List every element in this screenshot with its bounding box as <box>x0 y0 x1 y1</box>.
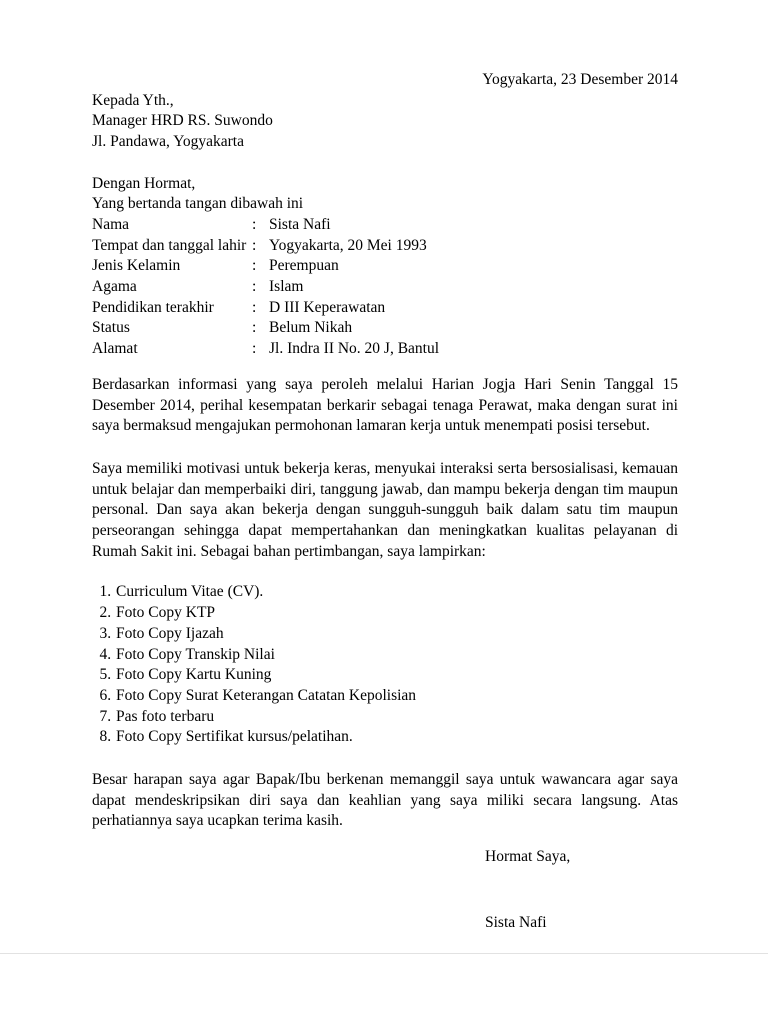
detail-colon: : <box>252 319 257 337</box>
detail-value: Perempuan <box>269 257 339 275</box>
detail-colon: : <box>252 236 257 254</box>
attachment-item: 3. Foto Copy Ijazah <box>115 624 678 645</box>
attachment-item: 2. Foto Copy KTP <box>115 603 678 624</box>
detail-row-agama <box>92 277 678 298</box>
detail-colon: : <box>252 340 257 358</box>
intro-line: Yang bertanda tangan dibawah ini <box>92 195 304 213</box>
detail-label: Jenis Kelamin <box>92 257 181 275</box>
attachment-item: 1. Curriculum Vitae (CV). <box>115 582 678 603</box>
detail-label: Nama <box>92 215 130 233</box>
detail-row-alamat <box>92 339 678 360</box>
paragraph-motivation: Saya memiliki motivasi untuk bekerja keras, menyukai interaksi serta bersosialisasi, kemauan untuk belajar dan memperbaiki diri, tanggung jawab, dan mampu bekerja dengan tim maupun personal. Dan saya akan bekerja dengan sungguh-sungguh baik dalam satu tim maupun perseorangan sehingga dapat mempertahankan dan meningkatkan kualitas pelayanan di Rumah Sakit ini. Sebagai bahan pertimbangan, saya lampirkan: <box>92 459 678 560</box>
detail-label: Alamat <box>92 340 138 358</box>
recipient-line-address: Jl. Pandawa, Yogyakarta <box>92 133 244 151</box>
detail-row-pendidikan <box>92 298 678 319</box>
detail-colon: : <box>252 257 257 275</box>
recipient-line-kepada: Kepada Yth., <box>92 91 174 109</box>
attachment-item: 6. Foto Copy Surat Keterangan Catatan Kepolisian <box>115 686 678 707</box>
detail-label: Pendidikan terakhir <box>92 298 214 316</box>
signature-block <box>485 847 678 933</box>
detail-colon: : <box>252 215 257 233</box>
attachment-item: 7. Pas foto terbaru <box>115 707 678 728</box>
salutation: Dengan Hormat, <box>92 174 196 192</box>
paragraph-opening: Berdasarkan informasi yang saya peroleh melalui Harian Jogja Hari Senin Tanggal 15 Desember 2014, perihal kesempatan berkarir sebagai tenaga Perawat, maka dengan surat ini saya bermaksud mengajukan permohonan lamaran kerja untuk menempati posisi tersebut. <box>92 375 678 435</box>
detail-label: Status <box>92 319 130 337</box>
detail-label: Tempat dan tanggal lahir <box>92 236 247 254</box>
detail-value: Islam <box>269 278 304 296</box>
detail-value: Yogyakarta, 20 Mei 1993 <box>269 236 427 254</box>
recipient-block <box>92 91 678 153</box>
detail-row-tempat-tanggal-lahir <box>92 236 678 257</box>
sign-off: Hormat Saya, <box>485 848 571 866</box>
detail-row-nama <box>92 215 678 236</box>
paragraph-closing: Besar harapan saya agar Bapak/Ibu berkenan memanggil saya untuk wawancara agar saya dapat mendeskripsikan diri saya dan keahlian yang saya miliki secara langsung. Atas perhatiannya saya ucapkan terima kasih. <box>92 771 678 830</box>
salutation-block <box>92 174 678 215</box>
attachment-item: 4. Foto Copy Transkip Nilai <box>115 645 678 666</box>
detail-value: D III Keperawatan <box>269 298 386 316</box>
attachment-item: 8. Foto Copy Sertifikat kursus/pelatihan. <box>115 727 678 748</box>
letter-date: Yogyakarta, 23 Desember 2014 <box>482 71 678 88</box>
detail-colon: : <box>252 278 257 296</box>
personal-details <box>92 215 678 360</box>
attachments-list <box>92 582 678 748</box>
detail-label: Agama <box>92 278 137 296</box>
detail-value: Jl. Indra II No. 20 J, Bantul <box>269 340 440 358</box>
detail-row-status <box>92 318 678 339</box>
signature-name: Sista Nafi <box>485 913 547 931</box>
detail-colon: : <box>252 298 257 316</box>
page-edge-divider <box>0 953 768 954</box>
attachment-item: 5. Foto Copy Kartu Kuning <box>115 665 678 686</box>
detail-value: Sista Nafi <box>269 215 331 233</box>
recipient-line-manager: Manager HRD RS. Suwondo <box>92 112 273 130</box>
detail-value: Belum Nikah <box>269 319 353 337</box>
detail-row-jenis-kelamin <box>92 256 678 277</box>
